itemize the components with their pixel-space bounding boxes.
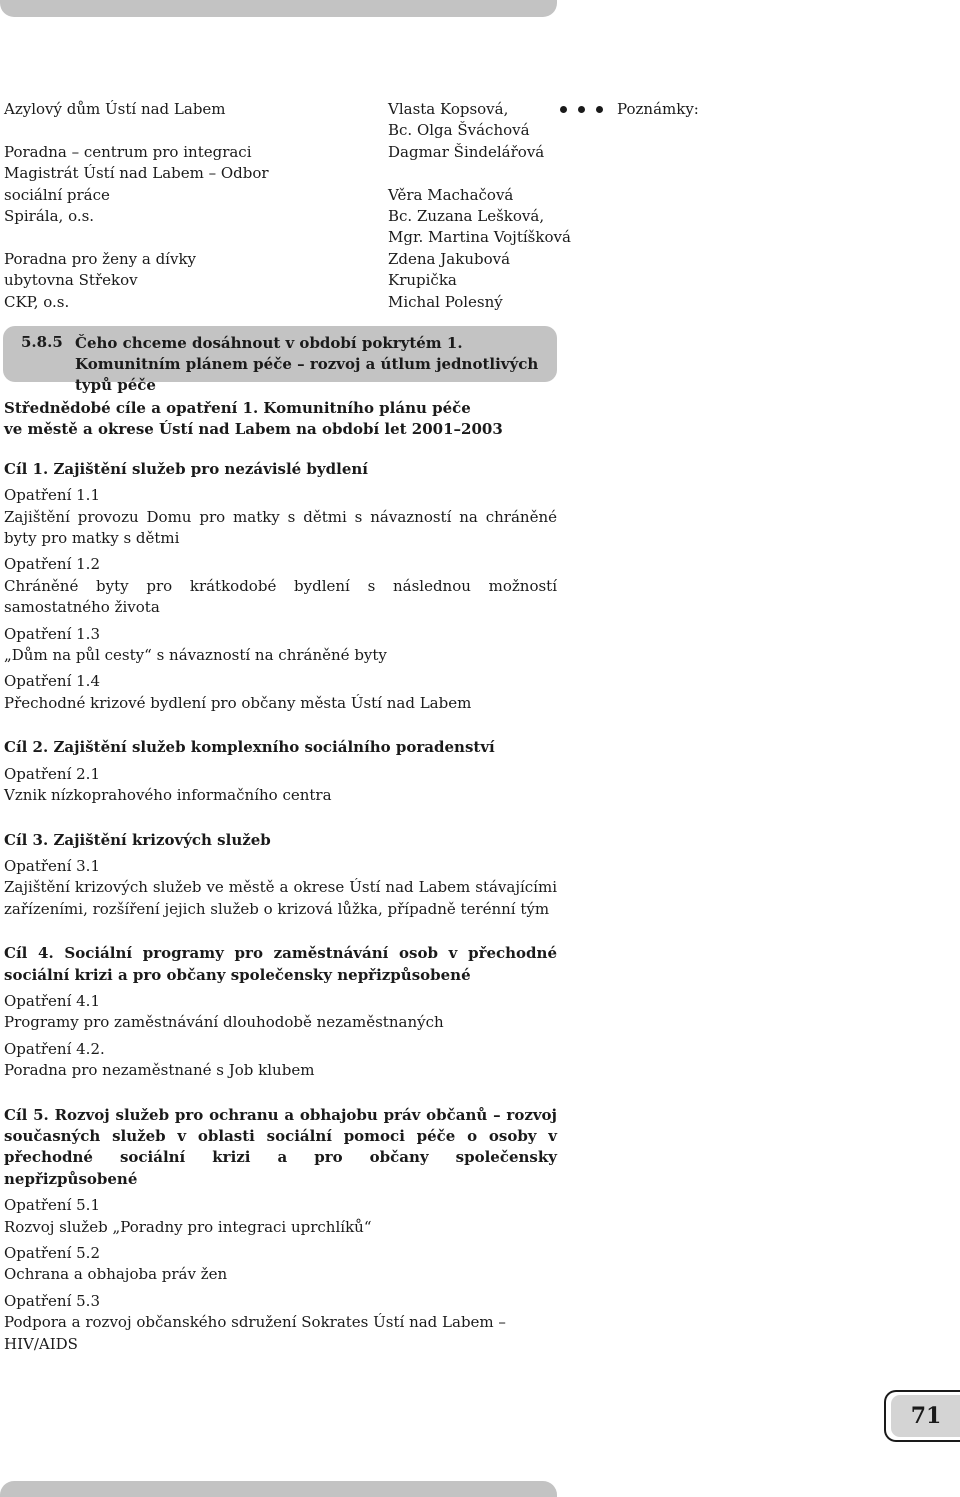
goals-content (4, 398, 557, 1360)
organization-name: Spirála, o.s. (4, 206, 95, 225)
goal-title: Cíl 2. Zajištění služeb komplexního sociálního poradenství (4, 738, 495, 757)
measure-text: Chráněné byty pro krátkodobé bydlení s následnou možností samostatného života (4, 576, 557, 617)
contact-person-column (388, 99, 571, 313)
section-title: Čeho chceme dosáhnout v období pokrytém 1. Komunitním plánem péče – rozvoj a útlum jednotlivých typů péče (75, 334, 539, 394)
organization-name: Poradna pro ženy a dívky (4, 249, 197, 268)
measure-label: Opatření 5.2 (4, 1244, 100, 1262)
organization-name: Azylový dům Ústí nad Labem (4, 100, 226, 118)
organization-name: Magistrát Ústí nad Labem – Odbor (4, 164, 269, 183)
section-number: 5.8.5 (21, 333, 63, 351)
contact-person: Michal Polesný (388, 292, 503, 311)
notes-label: Poznámky: (617, 100, 699, 118)
measure-text: Podpora a rozvoj občanského sdružení Sokrates Ústí nad Labem – HIV/AIDS (4, 1313, 506, 1353)
organization-column (4, 99, 269, 313)
bullet-dot-icon (578, 106, 585, 113)
contact-person: Vlasta Kopsová, (388, 100, 509, 118)
measure-text: Vznik nízkoprahového informačního centra (4, 786, 332, 805)
intro-line: Střednědobé cíle a opatření 1. Komunitního plánu péče (4, 399, 471, 417)
measure-text: Poradna pro nezaměstnané s Job klubem (4, 1061, 315, 1080)
measure-text: Zajištění provozu Domu pro matky s dětmi s návazností na chráněné byty pro matky s dětmi (4, 507, 557, 548)
section-heading-box (3, 326, 557, 394)
intro-line: ve městě a okrese Ústí nad Labem na období let 2001–2003 (4, 420, 503, 439)
measure-label: Opatření 3.1 (4, 856, 100, 875)
top-decorative-bar (0, 0, 557, 17)
notes-heading (560, 99, 699, 120)
goal-title: Cíl 1. Zajištění služeb pro nezávislé bydlení (4, 459, 368, 478)
measure-text: Programy pro zaměstnávání dlouhodobě nezaměstnaných (4, 1013, 444, 1032)
measure-label: Opatření 1.2 (4, 555, 100, 574)
contact-person: Věra Machačová (388, 185, 514, 204)
measure-label: Opatření 4.1 (4, 991, 100, 1010)
measure-label: Opatření 2.1 (4, 764, 100, 783)
organization-name (4, 120, 269, 141)
organization-name: Poradna – centrum pro integraci (4, 142, 252, 161)
contact-person: Dagmar Šindelářová (388, 142, 545, 161)
measure-text: Ochrana a obhajoba práv žen (4, 1265, 228, 1284)
bullet-dot-icon (596, 106, 603, 113)
organization-name: ubytovna Střekov (4, 271, 138, 290)
organization-name: sociální práce (4, 185, 110, 204)
contact-person: Mgr. Martina Vojtíšková (388, 228, 571, 247)
measure-text: Zajištění krizových služeb ve městě a okrese Ústí nad Labem stávajícími zařízeními, rozšíření jejich služeb o krizová lůžka, případně terénní tým (4, 878, 557, 918)
contact-person: Krupička (388, 271, 457, 290)
measure-label: Opatření 1.1 (4, 486, 100, 505)
page-number: 71 (910, 1403, 942, 1429)
measure-label: Opatření 1.4 (4, 672, 100, 691)
measure-label: Opatření 1.3 (4, 624, 100, 643)
goal-title: Cíl 5. Rozvoj služeb pro ochranu a obhajobu práv občanů – rozvoj současných služeb v oblasti sociální pomoci péče o osoby v přechodné sociální krizi a pro občany společensky nepřizpůsobené (4, 1105, 557, 1188)
contact-person: Bc. Olga Šváchová (388, 121, 530, 140)
measure-label: Opatření 5.3 (4, 1291, 100, 1310)
bottom-decorative-bar (0, 1481, 557, 1497)
organization-name (4, 227, 269, 248)
measure-text: Rozvoj služeb „Poradny pro integraci uprchlíků“ (4, 1217, 372, 1236)
contact-person (388, 163, 571, 184)
measure-label: Opatření 4.2. (4, 1039, 105, 1058)
goal-title: Cíl 4. Sociální programy pro zaměstnávání osob v přechodné sociální krizi a pro občany společensky nepřizpůsobené (4, 944, 557, 984)
measure-text: Přechodné krizové bydlení pro občany města Ústí nad Labem (4, 693, 472, 712)
bullet-dot-icon (560, 106, 567, 113)
contact-person: Bc. Zuzana Lešková, (388, 206, 545, 225)
organization-name: CKP, o.s. (4, 292, 70, 311)
contact-person: Zdena Jakubová (388, 249, 511, 268)
measure-text: „Dům na půl cesty“ s návazností na chráněné byty (4, 646, 387, 665)
measure-label: Opatření 5.1 (4, 1196, 100, 1215)
goal-title: Cíl 3. Zajištění krizových služeb (4, 830, 271, 849)
